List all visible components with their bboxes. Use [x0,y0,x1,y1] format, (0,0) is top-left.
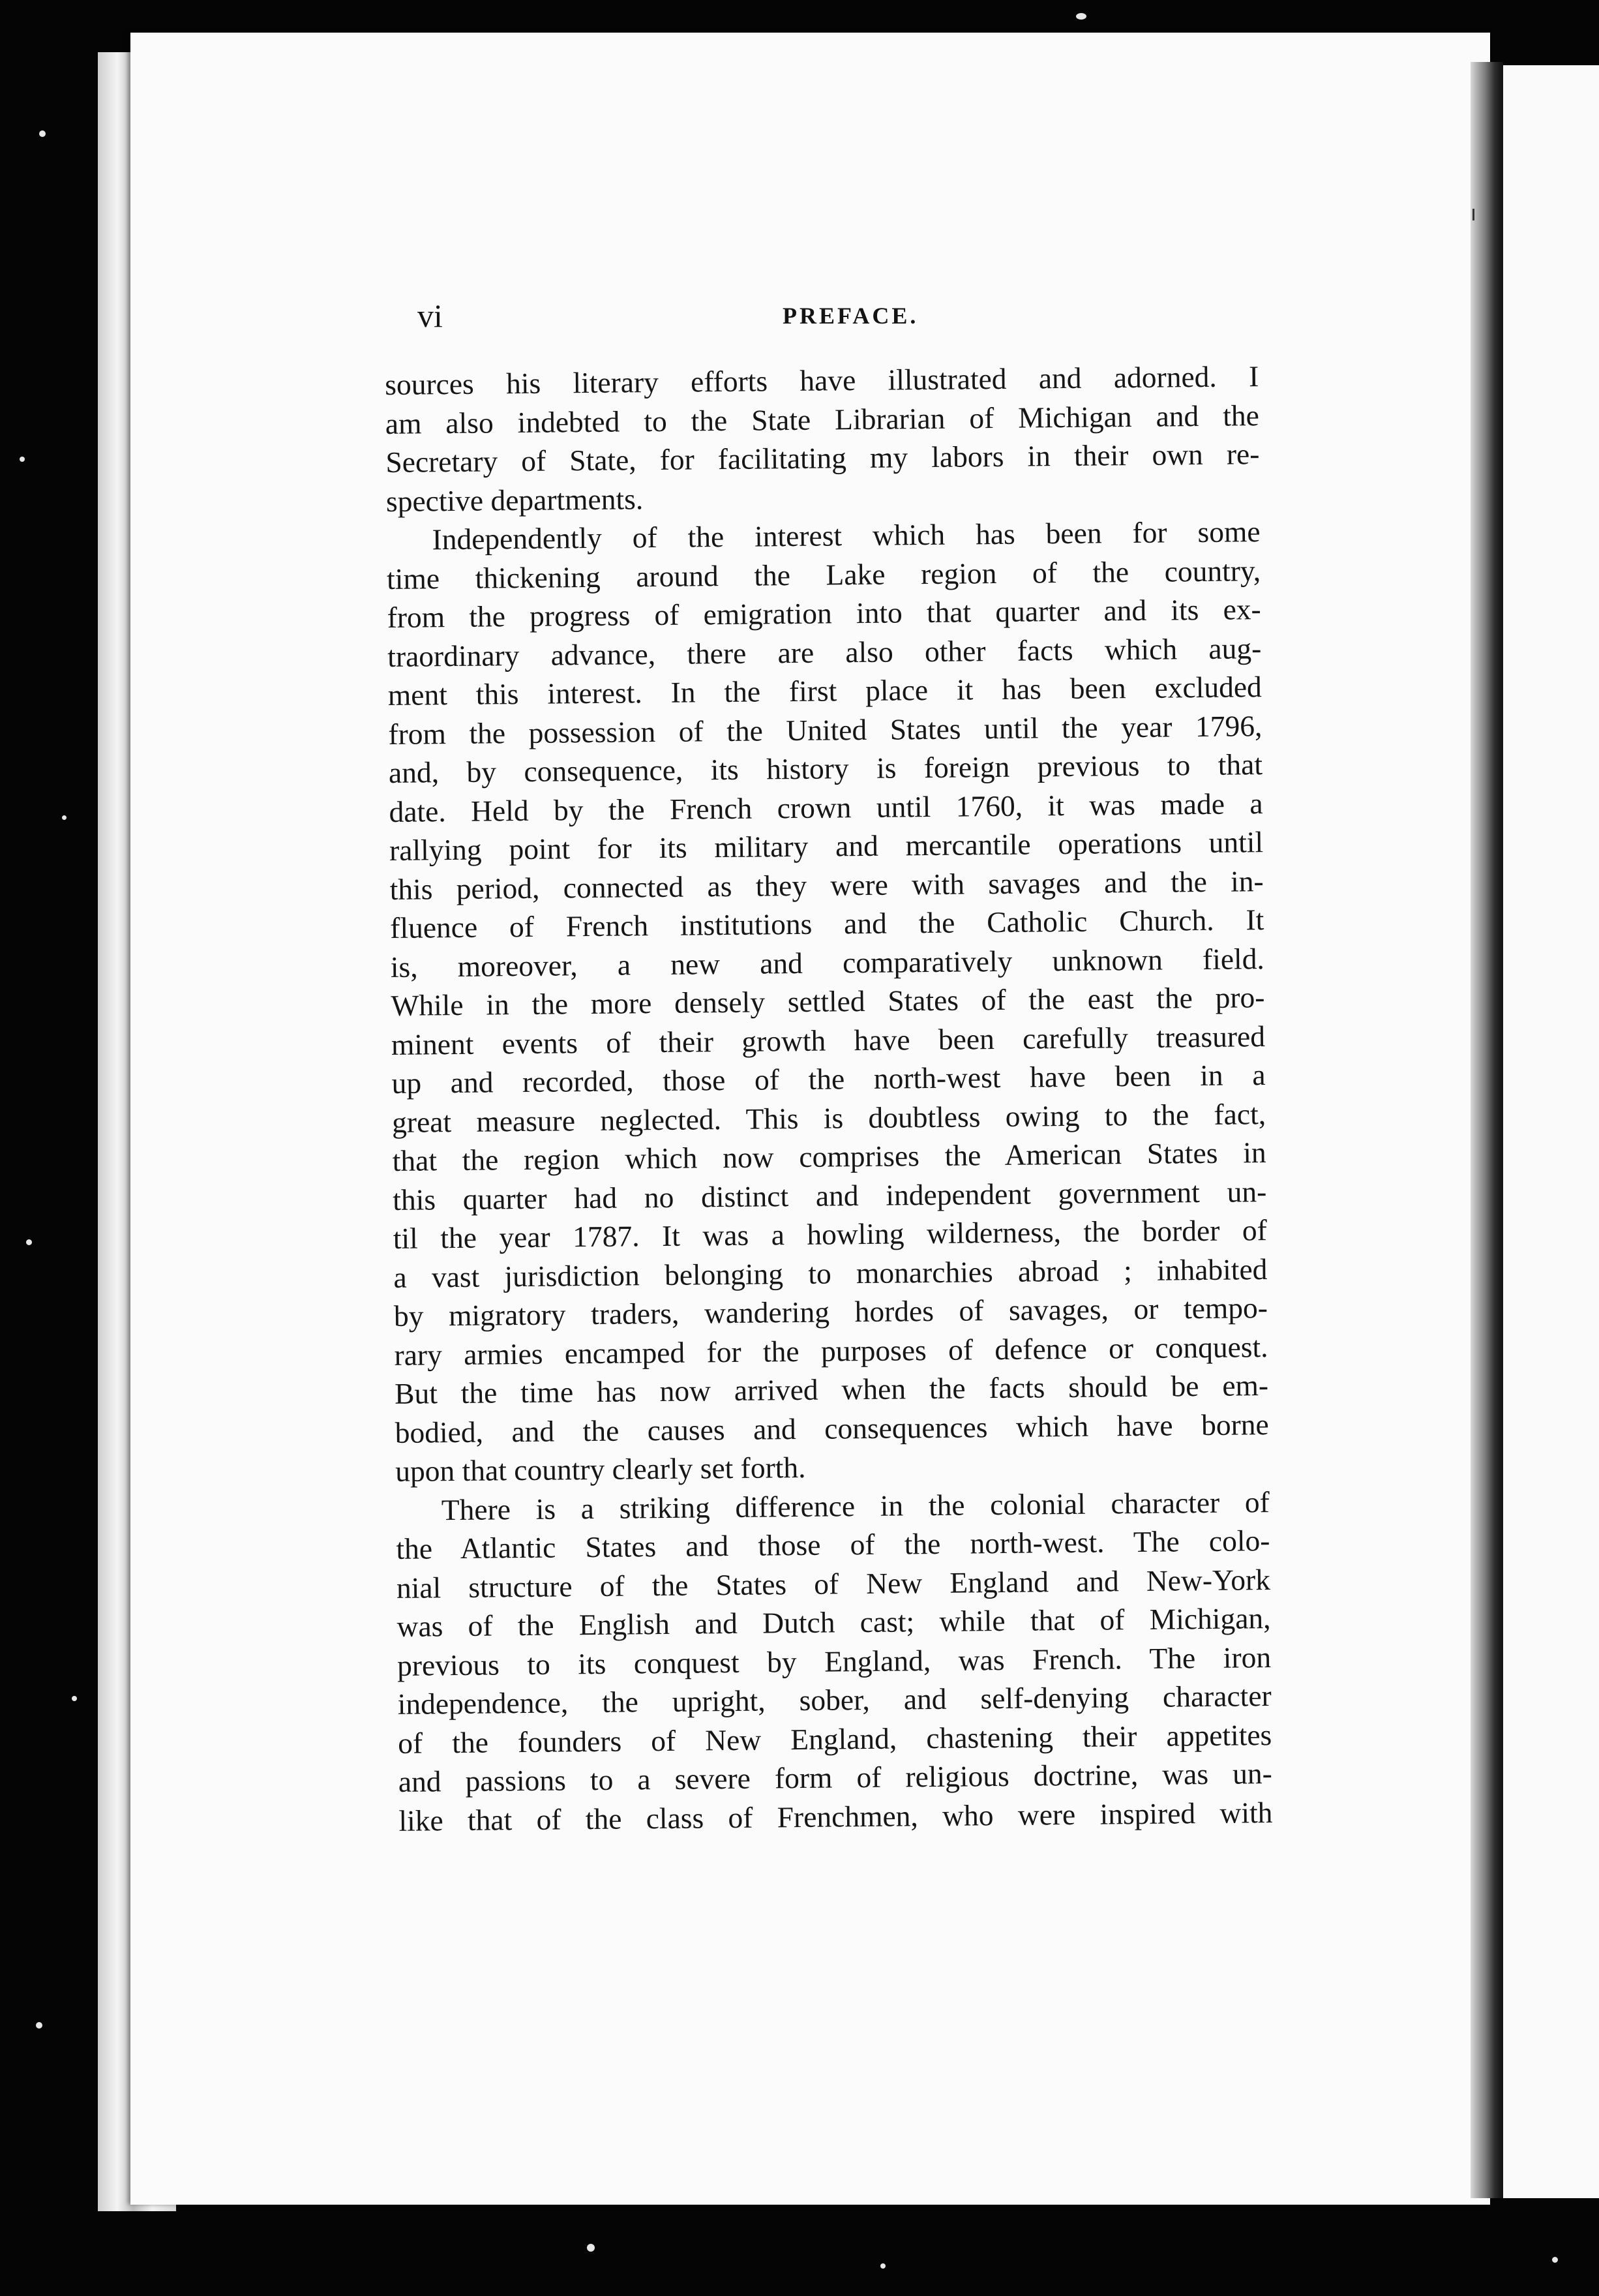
text-line: that the region which now comprises the American States in [392,1136,1266,1177]
dust-speck [36,2022,42,2029]
gutter-shadow [1471,62,1503,2198]
text-line: and, by consequence, its history is foreign previous to that [388,748,1263,789]
text-line: minent events of their growth have been carefully treasured [391,1019,1266,1061]
page-number: vi [417,297,443,334]
text-line: sources his literary efforts have illustrated and adorned. I [385,359,1259,401]
dust-speck [880,2263,886,2269]
text-line: of the founders of New England, chastening their appetites [398,1717,1272,1760]
text-line: is, moreover, a new and comparatively unknown field. [390,941,1265,984]
text-line: Independently of the interest which has been for some [432,515,1261,556]
text-line: by migratory traders, wandering hordes of savages, or tempo- [393,1291,1268,1333]
paragraph-3 [396,1483,1273,1840]
text-line: a vast jurisdiction belonging to monarchies abroad ; inhabited [393,1252,1268,1294]
text-line: Secretary of State, for facilitating my labors in their own re- [385,437,1260,479]
paragraph-2 [386,512,1269,1490]
text-line: am also indebted to the State Librarian of Michigan and the [385,398,1260,440]
page-header [417,297,1265,349]
dust-speck [1552,2257,1558,2263]
dust-speck [1076,13,1086,20]
text-line: ment this interest. In the first place it has been excluded [387,670,1263,712]
dust-speck [587,2244,595,2252]
text-line: independence, the upright, sober, and self-denying character [397,1679,1272,1721]
text-line: the Atlantic States and those of the north-west. The colo- [396,1524,1270,1565]
dust-speck [62,815,67,820]
text-line: time thickening around the Lake region of the country, [386,553,1261,596]
body-text [385,357,1273,1840]
text-line: this quarter had no distinct and independent government un- [393,1174,1267,1216]
text-line: But the time has now arrived when the facts should be em- [394,1368,1269,1410]
text-line: like that of the class of Frenchmen, who were inspired with [398,1795,1273,1837]
dust-speck [20,457,25,462]
text-line: from the progress of emigration into that quarter and its ex- [387,592,1261,634]
text-line: upon that country clearly set forth. [395,1450,806,1488]
facing-page-mark [1472,209,1474,220]
dust-speck [26,1239,32,1245]
text-line: fluence of French institutions and the Catholic Church. It [390,903,1264,944]
text-line: was of the English and Dutch cast; while that of Michigan, [396,1601,1271,1643]
running-head: PREFACE. [783,303,919,329]
dust-speck [72,1696,77,1701]
text-line: great measure neglected. This is doubtless owing to the fact, [391,1096,1266,1139]
text-line: up and recorded, those of the north-west have been in a [391,1058,1266,1100]
text-line: date. Held by the French crown until 1760, it was made a [389,786,1263,828]
text-line: While in the more densely settled States of the east the pro- [391,980,1265,1022]
text-line: rary armies encamped for the purposes of defence or conquest. [394,1329,1268,1372]
text-line: nial structure of the States of New England and New-York [396,1562,1271,1605]
text-line: this period, connected as they were with savages and the in- [389,864,1264,906]
text-line: and passions to a severe form of religious doctrine, was un- [398,1757,1273,1798]
text-line: spective departments. [385,481,644,518]
text-line: previous to its conquest by England, was French. The iron [396,1640,1272,1682]
text-line: rallying point for its military and mercantile operations until [389,825,1264,867]
text-line: traordinary advance, there are also other facts which aug- [387,631,1262,673]
facing-page-sliver [1503,65,1599,2198]
dust-speck [39,130,46,137]
text-line: There is a striking difference in the colonial character of [441,1485,1270,1526]
text-line: from the possession of the United States until the year 1796, [388,708,1263,751]
text-line: bodied, and the causes and consequences which have borne [395,1407,1269,1449]
text-line: til the year 1787. It was a howling wilderness, the border of [393,1213,1268,1255]
paragraph-1 [385,357,1260,521]
